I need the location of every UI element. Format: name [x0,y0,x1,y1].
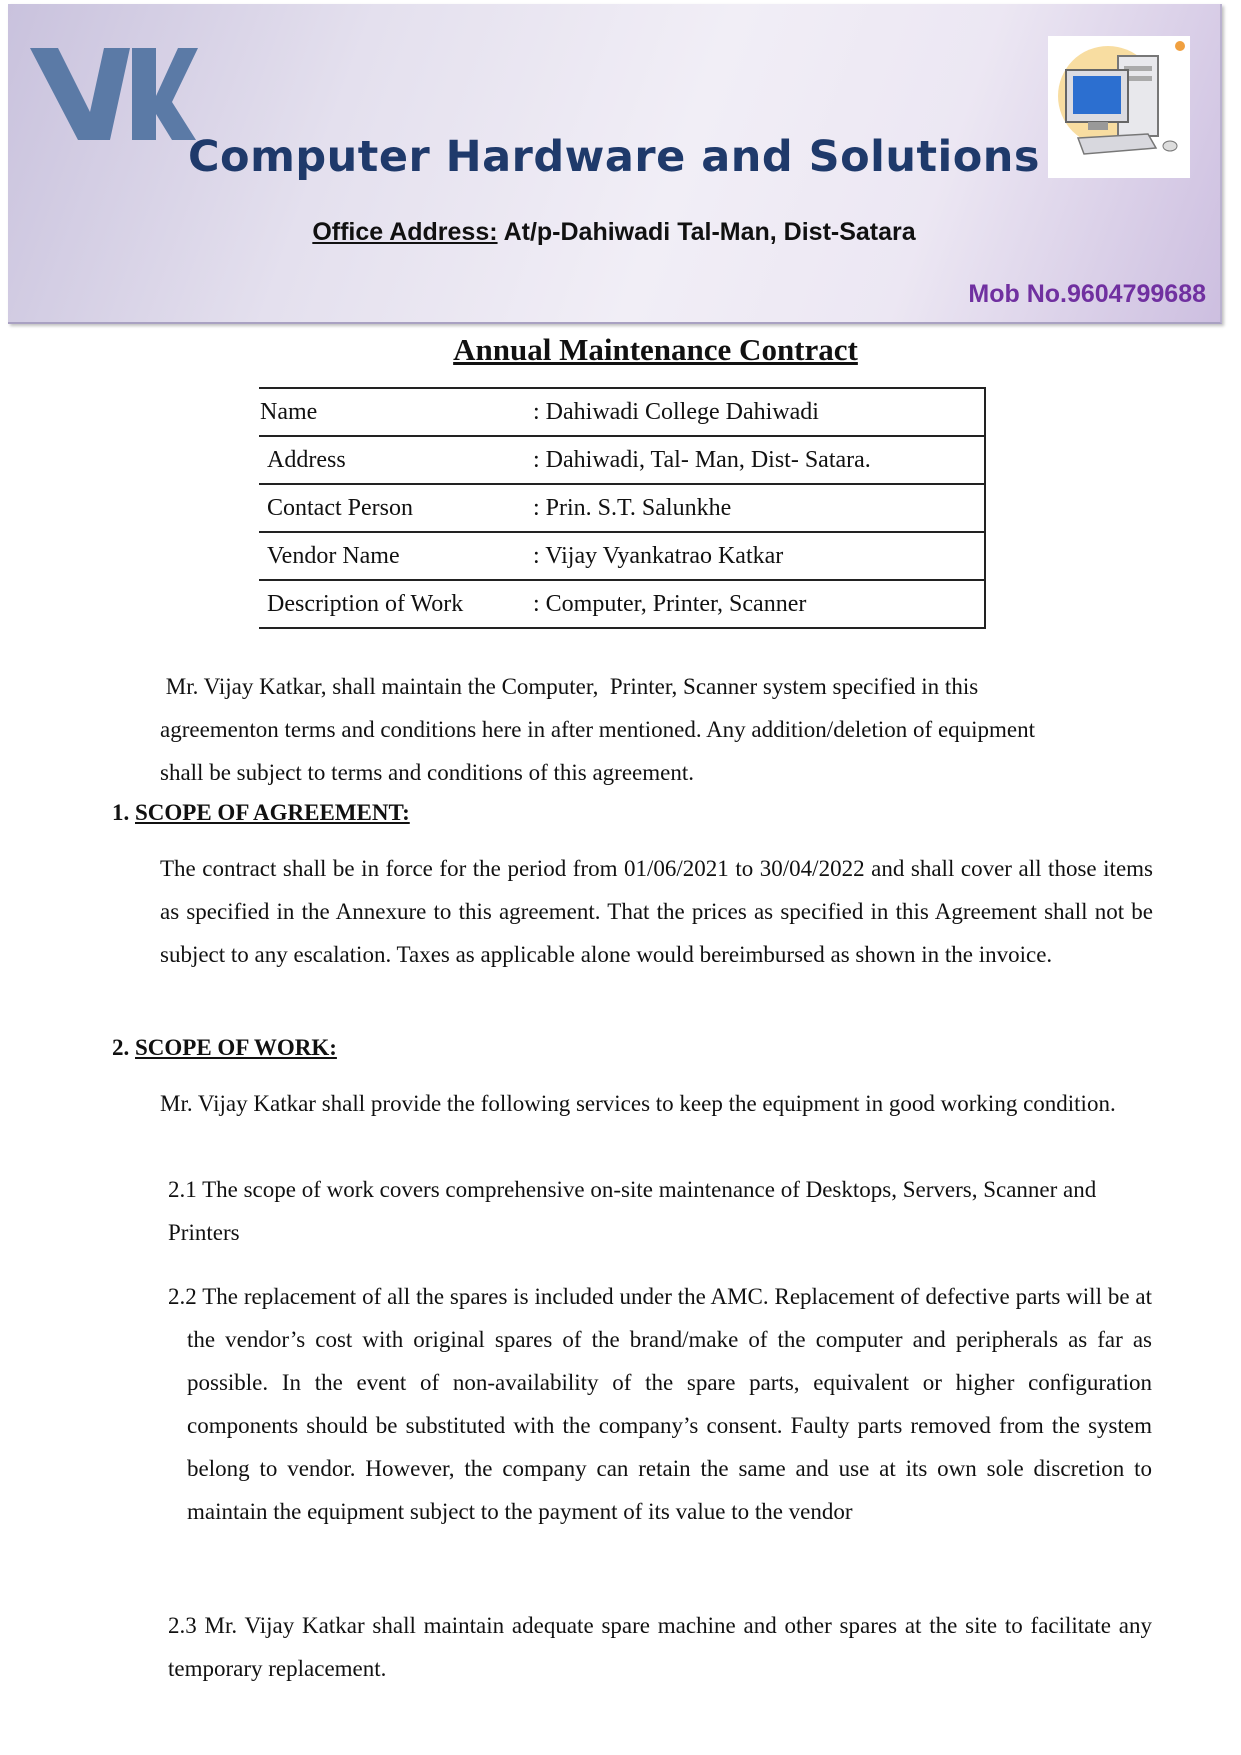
intro-paragraph [160,665,1120,794]
detail-label: Name [259,388,524,436]
detail-label: Address [259,436,524,484]
intro-line: Mr. Vijay Katkar, shall maintain the Computer, Printer, Scanner system specified in this [160,674,979,699]
detail-label: Description of Work [259,580,524,628]
section-2-text: Mr. Vijay Katkar shall provide the following services to keep the equipment in good working condition. [160,1091,1116,1116]
section-title: SCOPE OF WORK: [135,1035,337,1060]
intro-line: agreementon terms and conditions here in after mentioned. Any addition/deletion of equipment [160,717,1036,742]
detail-value: : Dahiwadi College Dahiwadi [524,388,985,436]
section-1-text: The contract shall be in force for the period from 01/06/2021 to 30/04/2022 and shall cover all those items as specified in the Annexure to this agreement. That the prices as specified in this Agreement shall not be subject to any escalation. Taxes as applicable alone would bereimbursed as shown in the invoice. [160,856,1153,967]
intro-line: shall be subject to terms and conditions of this agreement. [160,760,694,785]
detail-value: : Prin. S.T. Salunkhe [524,484,985,532]
detail-value: : Vijay Vyankatrao Katkar [524,532,985,580]
letterhead [8,4,1222,324]
office-address [8,218,1220,247]
item-2-3: 2.3 Mr. Vijay Katkar shall maintain adequate spare machine and other spares at the site to facilitate any temporary replacement. [168,1613,1152,1681]
office-address-value: At/p-Dahiwadi Tal-Man, Dist-Satara [497,218,916,246]
detail-value: : Computer, Printer, Scanner [524,580,985,628]
section-number: 2. [112,1035,135,1060]
table-row [259,388,985,436]
vk-logo-icon [28,44,198,144]
detail-label: Vendor Name [259,532,524,580]
table-row [259,436,985,484]
item-2-1: 2.1 The scope of work covers comprehensive on-site maintenance of Desktops, Servers, Scanner and Printers [168,1177,1097,1245]
table-row [259,484,985,532]
section-2-heading [112,1035,337,1061]
item-2-2: 2.2 The replacement of all the spares is included under the AMC. Replacement of defective parts will be at the vendor’s cost with original spares of the brand/make of the computer and peripherals as far as possible. In the event of non-availability of the spare parts, equivalent or higher configuration components should be substituted with the company’s consent. Faulty parts removed from the system belong to vendor. However, the company can retain the same and use at its own sole discretion to maintain the equipment subject to the payment of its value to the vendor [168,1284,1152,1524]
desktop-computer-icon [1048,36,1190,178]
table-row [259,532,985,580]
section-number: 1. [112,800,135,825]
contract-details-table [259,387,986,629]
mobile-number: Mob No.9604799688 [968,280,1206,308]
document-title: Annual Maintenance Contract [453,332,858,367]
section-title: SCOPE OF AGREEMENT: [135,800,410,825]
detail-label: Contact Person [259,484,524,532]
table-row [259,580,985,628]
company-name: Computer Hardware and Solutions [187,132,1041,182]
detail-value: : Dahiwadi, Tal- Man, Dist- Satara. [524,436,985,484]
office-address-label: Office Address: [312,218,498,246]
section-1-heading [112,800,410,826]
